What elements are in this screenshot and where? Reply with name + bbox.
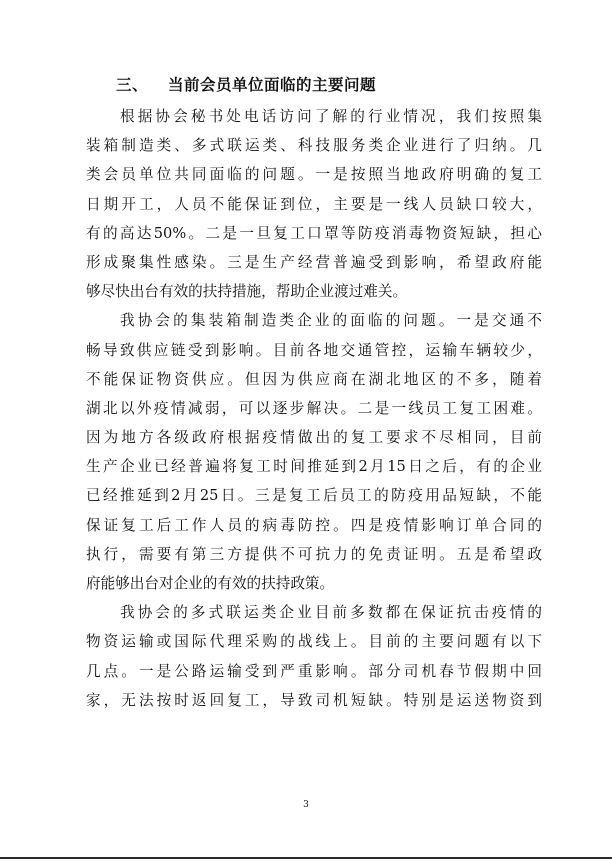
page-number: 3 xyxy=(303,800,309,810)
text-line: 有的高达50%。二是一旦复工口罩等防疫消毒物资短缺，担心 xyxy=(86,224,542,242)
text-line: 因为地方各级政府根据疫情做出的复工要求不尽相同，目前 xyxy=(86,429,542,447)
text-line: 根据协会秘书处电话访问了解的行业情况，我们按照集 xyxy=(120,108,542,125)
text-line: 物资运输或国际代理采购的战线上。目前的主要问题有以下 xyxy=(86,633,542,651)
paragraph-container-manufacturing xyxy=(86,306,542,598)
text-line: 几点。一是公路运输受到严重影响。部分司机春节假期中回 xyxy=(86,662,542,680)
text-line: 执行，需要有第三方提供不可抗力的免责证明。五是希望政 xyxy=(86,545,542,563)
text-line: 形成聚集性感染。三是生产经营普遍受到影响，希望政府能 xyxy=(86,253,542,271)
text-line: 已经推延到2月25日。三是复工后员工的防疫用品短缺，不能 xyxy=(86,487,542,505)
text-line: 畅导致供应链受到影响。目前各地交通管控，运输车辆较少， xyxy=(86,341,542,359)
body-text xyxy=(86,102,542,715)
section-number: 三、 xyxy=(116,76,149,94)
text-line: 日期开工，人员不能保证到位，主要是一线人员缺口较大， xyxy=(86,195,542,213)
paragraph-industry-overview xyxy=(86,102,542,306)
text-line: 保证复工后工作人员的病毒防控。四是疫情影响订单合同的 xyxy=(86,516,542,534)
text-line: 我协会的集装箱制造类企业的面临的问题。一是交通不 xyxy=(120,312,542,330)
section-title: 当前会员单位面临的主要问题 xyxy=(168,76,377,94)
text-line: 生产企业已经普遍将复工时间推延到2月15日之后，有的企业 xyxy=(86,458,542,476)
text-line: 类会员单位共同面临的问题。一是按照当地政府明确的复工 xyxy=(86,166,542,184)
page-bottom-border xyxy=(0,857,612,859)
text-line: 府能够出台对企业的有效的扶持政策。 xyxy=(86,575,335,592)
text-line: 够尽快出台有效的扶持措施，帮助企业渡过难关。 xyxy=(86,283,408,301)
text-line: 家，无法按时返回复工，导致司机短缺。特别是运送物资到 xyxy=(86,691,542,709)
text-line: 我协会的多式联运类企业目前多数都在保证抗击疫情的 xyxy=(120,604,542,622)
text-line: 不能保证物资供应。但因为供应商在湖北地区的不多，随着 xyxy=(86,370,542,388)
section-heading xyxy=(116,73,376,95)
paragraph-multimodal-transport xyxy=(86,598,542,715)
text-line: 装箱制造类、多式联运类、科技服务类企业进行了归纳。几 xyxy=(86,137,542,155)
text-line: 湖北以外疫情减弱，可以逐步解决。二是一线员工复工困难。 xyxy=(86,399,542,417)
